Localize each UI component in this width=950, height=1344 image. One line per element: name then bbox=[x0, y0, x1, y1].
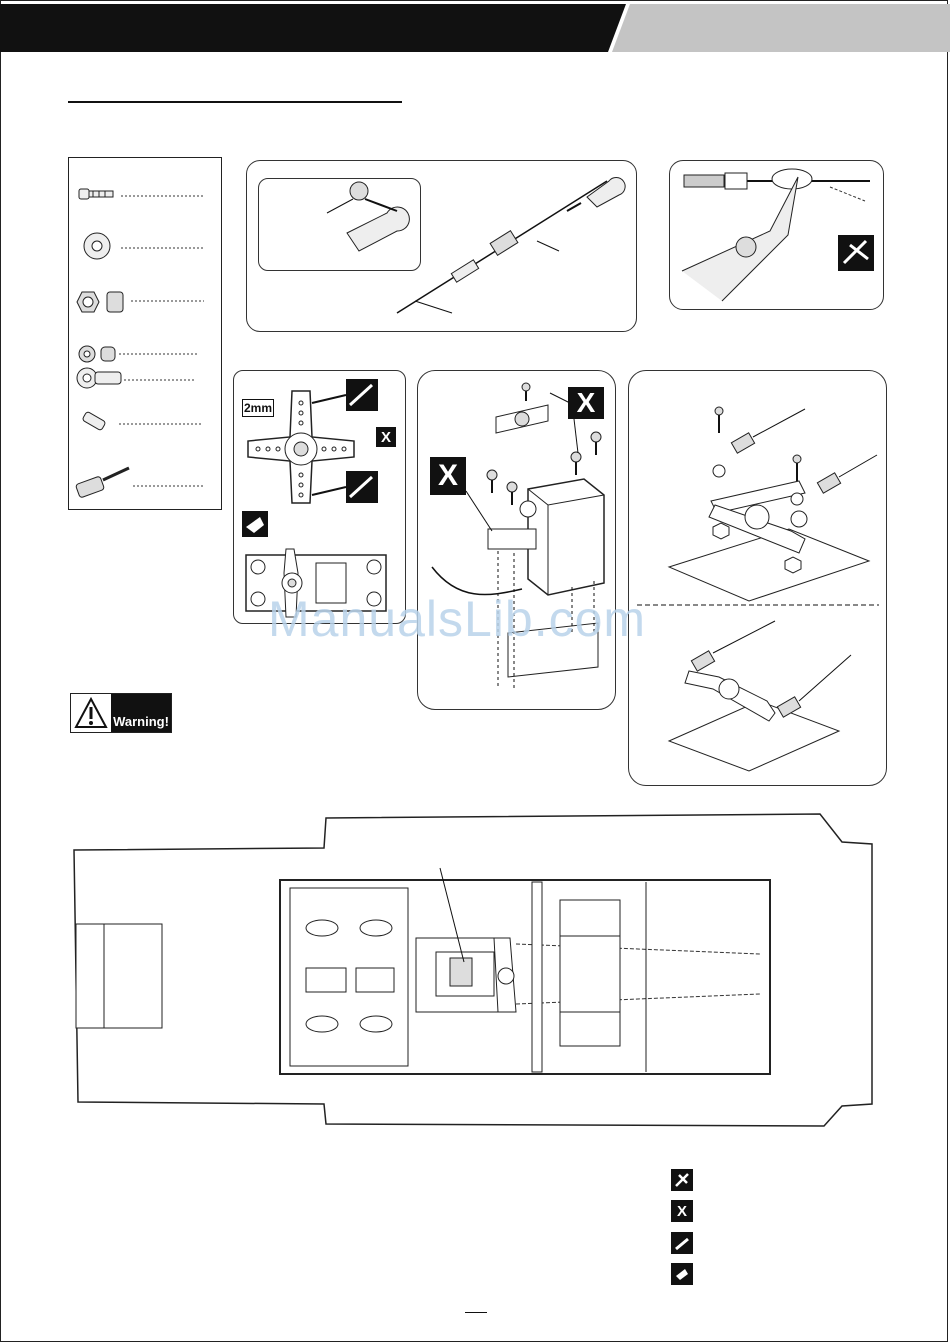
servo-install-panel bbox=[417, 370, 616, 710]
servo-horn-panel bbox=[233, 370, 406, 624]
warning-icon bbox=[71, 694, 111, 732]
collar-icon bbox=[79, 346, 115, 362]
cut-icon bbox=[838, 235, 874, 271]
washer-icon bbox=[84, 233, 110, 259]
pliers-icon bbox=[671, 1169, 693, 1191]
pliers-panel bbox=[669, 160, 884, 310]
header-bar bbox=[0, 4, 950, 52]
warning-badge bbox=[70, 693, 172, 733]
ball-link-drawing bbox=[247, 161, 636, 331]
measure-label: 2mm bbox=[243, 401, 272, 415]
boat-plan-diagram bbox=[70, 812, 880, 1130]
horn-linkage-panel bbox=[628, 370, 887, 786]
nut-icon bbox=[77, 292, 123, 312]
tube-icon bbox=[82, 411, 106, 431]
warning-label: Warning! bbox=[111, 694, 171, 732]
screw-icon bbox=[79, 189, 113, 199]
note-hand-icon bbox=[671, 1263, 693, 1285]
servo-install-drawing bbox=[418, 371, 615, 709]
pliers-drawing bbox=[670, 161, 883, 309]
prohibit-icon: X bbox=[568, 387, 604, 419]
ball-link-icon bbox=[77, 368, 121, 388]
prohibit-icon: X bbox=[430, 457, 466, 495]
section-title-rule bbox=[68, 101, 402, 103]
watermark: ManualsLib.com bbox=[268, 591, 647, 647]
cut-icon bbox=[671, 1232, 693, 1254]
page-number-rule bbox=[465, 1312, 487, 1313]
horn-linkage-drawing bbox=[629, 371, 886, 785]
parts-list bbox=[68, 157, 222, 510]
ball-link-panel bbox=[246, 160, 637, 332]
parts-drawings bbox=[69, 158, 221, 509]
prohibit-icon: X bbox=[376, 427, 396, 447]
linkage-stopper-icon bbox=[75, 468, 129, 498]
note-hand-icon bbox=[242, 511, 268, 537]
prohibit-icon: X bbox=[671, 1200, 693, 1222]
